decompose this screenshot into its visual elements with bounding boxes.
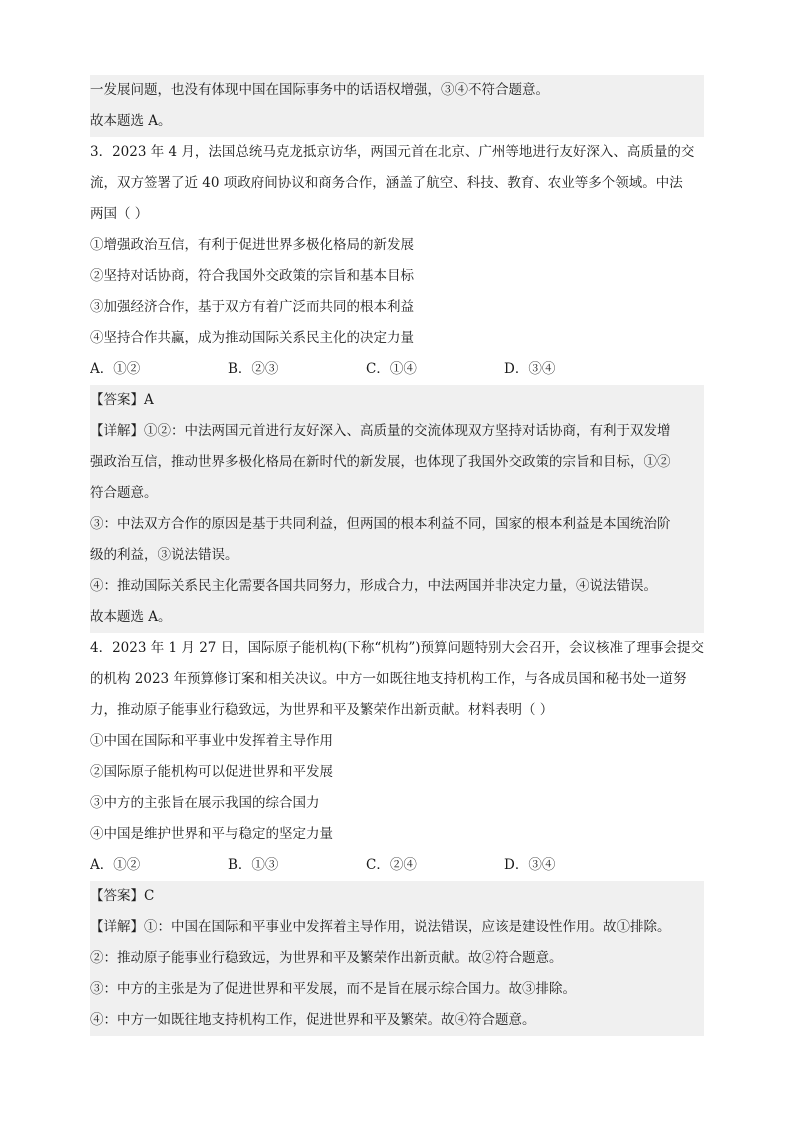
question-stem-line: 4．2023 年 1 月 27 日，国际原子能机构(下称“机构”)预算问题特别大会召开，会议核准了理事会提交 [90,640,704,656]
question-stem-line: 3．2023 年 4 月，法国总统马克龙抵京访华，两国元首在北京、广州等地进行友好深入、高质量的交 [90,144,695,160]
statement-2: ②坚持对话协商，符合我国外交政策的宗旨和基本目标 [90,268,414,284]
conclusion-line: 故本题选 A。 [90,602,704,633]
explanation-line: ④：推动国际关系民主化需要各国共同努力，形成合力，中法两国并非决定力量，④说法错误。 [90,571,704,602]
question-stem-line: 力，推动原子能事业行稳致远，为世界和平及繁荣作出新贡献。材料表明（ ） [90,702,554,718]
statement-1: ①增强政治互信，有利于促进世界多极化格局的新发展 [90,237,414,253]
option-b: B．②③ [228,361,279,377]
explanation-line: 级的利益，③说法错误。 [90,540,704,571]
question-stem-line: 的机构 2023 年预算修订案和相关决议。中方一如既往地支持机构工作，与各成员国和秘书处一道努 [90,671,687,687]
question-4 [90,633,704,1036]
question-stem-line: 流，双方签署了近 40 项政府间协议和商务合作，涵盖了航空、科技、教育、农业等多个领域。中法 [90,175,683,191]
option-c: C．②④ [366,857,417,873]
option-a: A．①② [90,857,141,873]
option-c: C．①④ [366,361,417,377]
option-a: A．①② [90,361,141,377]
prev-answer-block [90,75,704,137]
explanation-line: ③：中法双方合作的原因是基于共同利益，但两国的根本利益不同，国家的根本利益是本国统治阶 [90,509,704,540]
option-d: D．③④ [504,857,556,873]
explanation-line: 一发展问题，也没有体现中国在国际事务中的话语权增强，③④不符合题意。 [90,75,704,106]
conclusion-line: 故本题选 A。 [90,106,704,137]
answer-options [90,850,704,881]
explanation-line: ②：推动原子能事业行稳致远，为世界和平及繁荣作出新贡献。故②符合题意。 [90,943,704,974]
explanation-line: 【详解】①：中国在国际和平事业中发挥着主导作用，说法错误，应该是建设性作用。故①排除。 [90,912,704,943]
statement-4: ④中国是维护世界和平与稳定的坚定力量 [90,826,333,842]
page-content [90,75,704,1036]
statement-2: ②国际原子能机构可以促进世界和平发展 [90,764,333,780]
explanation-line: 符合题意。 [90,478,704,509]
explanation-line: 【详解】①②：中法两国元首进行友好深入、高质量的交流体现双方坚持对话协商，有利于双发增 [90,416,704,447]
option-b: B．①③ [228,857,279,873]
statement-3: ③加强经济合作，基于双方有着广泛而共同的根本利益 [90,299,414,315]
statement-3: ③中方的主张旨在展示我国的综合国力 [90,795,320,811]
answer-block [90,385,704,633]
explanation-line: 强政治互信，推动世界多极化格局在新时代的新发展，也体现了我国外交政策的宗旨和目标，①② [90,447,704,478]
answer-label: 【答案】C [90,881,704,912]
option-d: D．③④ [504,361,556,377]
question-3 [90,137,704,633]
answer-block [90,881,704,1036]
statement-1: ①中国在国际和平事业中发挥着主导作用 [90,733,333,749]
answer-options [90,354,704,385]
explanation-line: ③：中方的主张是为了促进世界和平发展，而不是旨在展示综合国力。故③排除。 [90,974,704,1005]
explanation-line: ④：中方一如既往地支持机构工作，促进世界和平及繁荣。故④符合题意。 [90,1005,704,1036]
answer-label: 【答案】A [90,385,704,416]
statement-4: ④坚持合作共赢，成为推动国际关系民主化的决定力量 [90,330,414,346]
question-stem-line: 两国（ ） [90,206,149,222]
